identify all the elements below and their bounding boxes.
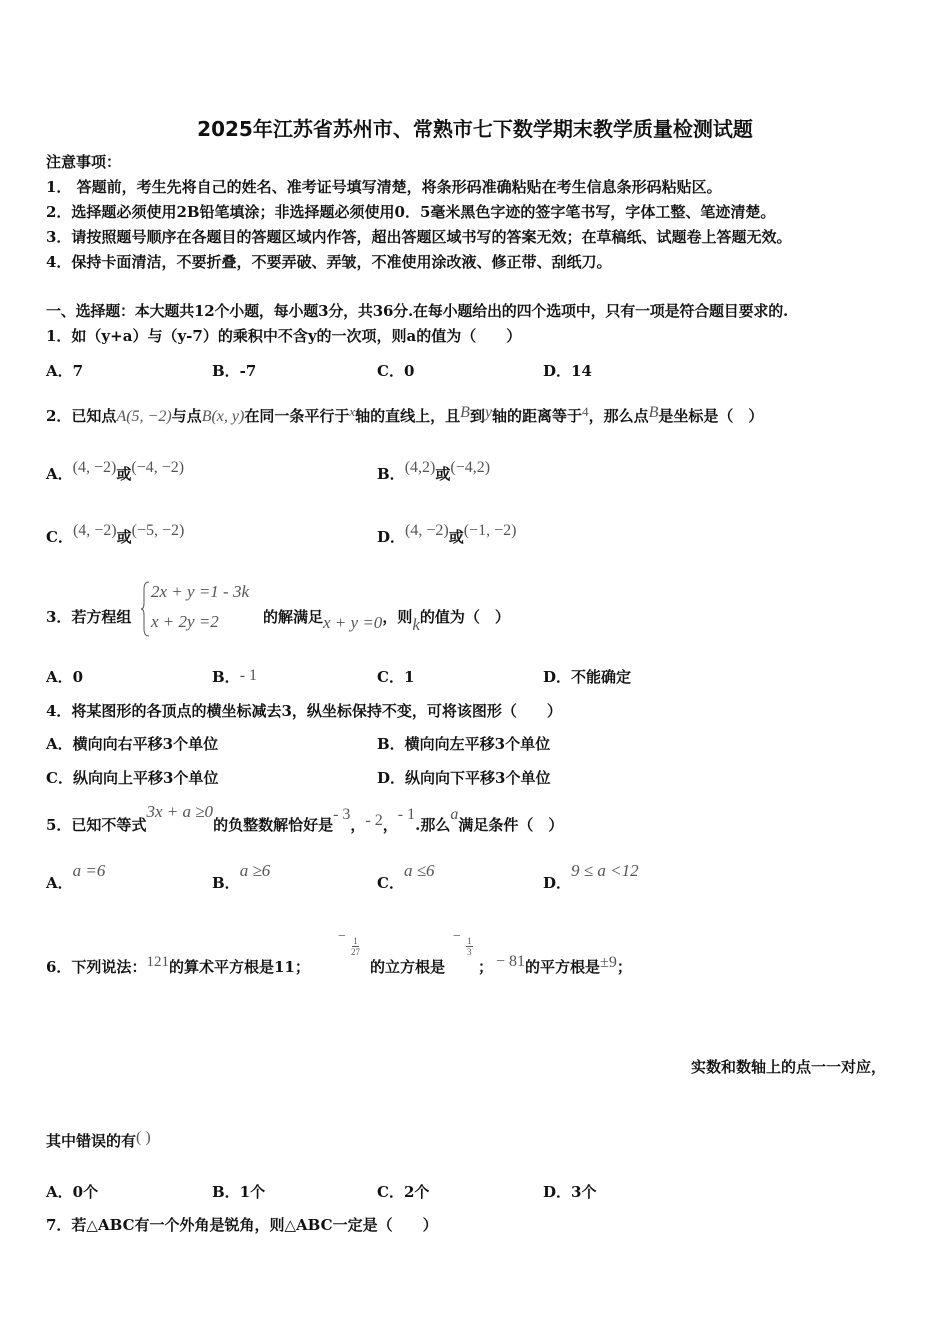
q6-question: 其中错误的有( ): [46, 1129, 151, 1150]
q6-option-c[interactable]: C．2个: [377, 1183, 430, 1201]
q1-option-b[interactable]: B．-7: [212, 362, 257, 380]
q6-option-b[interactable]: B．1个: [212, 1183, 266, 1201]
q1-option-c[interactable]: C．0: [377, 362, 415, 380]
q7-stem: 7．若△ABC有一个外角是锐角，则△ABC一定是（ ）: [46, 1216, 438, 1234]
q4-option-b[interactable]: B．横向向左平移3个单位: [377, 735, 551, 753]
q2-option-d[interactable]: D．(4, −2)或(−1, −2): [377, 522, 517, 546]
notice-item-1: 1． 答题前，考生先将自己的姓名、准考证号填写清楚，将条形码准确粘贴在考生信息条形码粘贴区。: [46, 178, 722, 196]
q6-square-root-text: − 81的平方根是±9；: [496, 953, 632, 976]
q3-eq2: x + 2y =2: [151, 612, 219, 631]
q3-option-c[interactable]: C．1: [377, 668, 415, 686]
q6-option-d[interactable]: D．3个: [543, 1183, 597, 1201]
q6-option-a[interactable]: A．0个: [46, 1183, 99, 1201]
q3-stem-end: 的解满足x + y =0，则k的值为（ ）: [263, 608, 510, 634]
page-title: 2025年江苏省苏州市、常熟市七下数学期末教学质量检测试题: [197, 117, 753, 141]
notice-item-2: 2．选择题必须使用2B铅笔填涂；非选择题必须使用0．5毫米黑色字迹的签字笔书写，字体工整、笔迹清楚。: [46, 203, 776, 221]
q4-option-c[interactable]: C．纵向向上平移3个单位: [46, 769, 219, 787]
q4-option-a[interactable]: A．横向向右平移3个单位: [46, 735, 219, 753]
q5-option-d[interactable]: D．9 ≤ a <12: [543, 861, 639, 892]
q1-stem: 1．如（y+a）与（y-7）的乘积中不含y的一次项，则a的值为（ ）: [46, 327, 522, 345]
q3-option-d[interactable]: D．不能确定: [543, 668, 632, 686]
q6-stem: 6．下列说法：121的算术平方根是11；: [46, 954, 310, 976]
q5-option-c[interactable]: C．a ≤6: [377, 861, 435, 892]
q6-fraction-2: − $\frac{1}{3}$: [453, 929, 472, 957]
notice-item-4: 4．保持卡面清洁，不要折叠，不要弄破、弄皱，不准使用涂改液、修正带、刮纸刀。: [46, 253, 612, 271]
q3-option-b[interactable]: B．- 1: [212, 667, 258, 686]
q5-option-b[interactable]: B．a ≥6: [212, 861, 271, 892]
notice-item-3: 3．请按照题号顺序在各题目的答题区域内作答，超出答题区域书写的答案无效；在草稿纸、试题卷上答题无效。: [46, 228, 792, 246]
q6-semicolon: ；: [478, 958, 494, 976]
q3-option-a[interactable]: A．0: [46, 668, 84, 686]
q6-fraction-1: − $\frac{1}{27}$: [338, 929, 360, 957]
q5-stem: 5．已知不等式3x + a ≥0的负整数解恰好是- 3，- 2，- 1.那么a满足条件（ ）: [46, 802, 564, 834]
q6-statement-4: 实数和数轴上的点一一对应，: [690, 1058, 886, 1076]
q1-option-a[interactable]: A．7: [46, 362, 84, 380]
q3-stem-start: 3．若方程组: [46, 608, 132, 626]
q2-point-b: B(x, y): [201, 408, 245, 425]
q2-option-c[interactable]: C．(4, −2)或(−5, −2): [46, 522, 185, 546]
q3-equation-system: [141, 580, 261, 638]
q2-option-b[interactable]: B．(4,2)或(−4,2): [377, 459, 491, 483]
section-heading: 一、选择题：本大题共12个小题，每小题3分，共36分.在每小题给出的四个选项中，只有一项是符合题目要求的.: [46, 302, 789, 320]
q4-option-d[interactable]: D．纵向向下平移3个单位: [377, 769, 551, 787]
notice-heading: 注意事项：: [46, 153, 122, 171]
q5-option-a[interactable]: A．a =6: [46, 861, 106, 892]
q4-stem: 4．将某图形的各顶点的横坐标减去3，纵坐标保持不变，可将该图形（ ）: [46, 702, 562, 720]
brace-icon: [141, 581, 151, 637]
q6-cube-root-text: 的立方根是: [370, 958, 446, 976]
q2-option-a[interactable]: A．(4, −2)或(−4, −2): [46, 459, 185, 483]
q3-eq1: 2x + y =1 - 3k: [151, 582, 249, 601]
q2-stem: 2．已知点A(5, −2)与点B(x, y)在同一条平行于x轴的直线上，且B到y轴的距离等于4，那么点B是坐标是（ ）: [46, 404, 764, 425]
q1-option-d[interactable]: D．14: [543, 362, 592, 380]
q2-point-a: A(5, −2): [116, 408, 172, 425]
